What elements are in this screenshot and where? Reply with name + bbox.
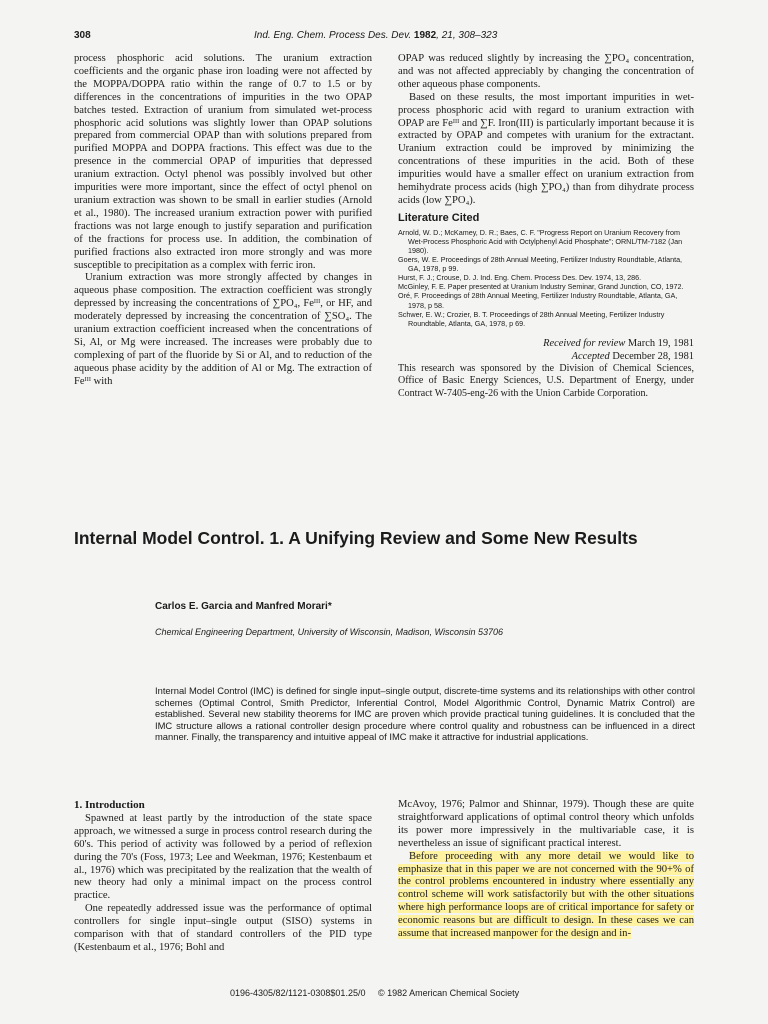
received-label: Received for review (543, 337, 626, 349)
reference-item: Arnold, W. D.; McKamey, D. R.; Baes, C. F. "Progress Report on Uranium Recovery from Wet-Process Phosphoric Acid with Octylphenyl Acid Phosphate"; ORNL/TM-7182 (Jan 1980). (398, 227, 683, 255)
previous-article-right-column (398, 53, 694, 400)
journal-name: Ind. Eng. Chem. Process Des. Dev. (254, 30, 412, 41)
reference-item: Schwer, E. W.; Crozier, B. T. Proceedings of 28th Annual Meeting, Fertilizer Industry Roundtable, Atlanta, GA, 1978, p 69. (398, 309, 665, 328)
paragraph: OPAP was reduced slightly by increasing the ∑PO₄ concentration, and was not affected appreciably by changing the concentration of other aqueous phase components. (398, 53, 694, 90)
article-authors: Carlos E. Garcia and Manfred Morari* (155, 601, 332, 612)
sponsor-note: This research was sponsored by the Division of Chemical Sciences, Office of Basic Energy Sciences, U.S. Department of Energy, under Contract W-7405-eng-26 with the Union Carbide Corporation. (398, 362, 694, 399)
page-number: 308 (74, 30, 91, 41)
reference-item: Goers, W. E. Proceedings of 28th Annual Meeting, Fertilizer Industry Roundtable, Atlanta, GA, 1978, p 99. (398, 255, 683, 274)
received-dates (398, 337, 694, 363)
journal-volume-pages: , 21, 308–323 (436, 30, 498, 41)
previous-article-left-column (74, 53, 372, 389)
introduction-right-column (398, 799, 694, 941)
section-heading: 1. Introduction (74, 799, 145, 811)
highlighted-paragraph (398, 851, 694, 941)
paragraph: Based on these results, the most important impurities in wet-process phosphoric acid with regard to uranium extraction with OPAP are Feᴵᴵᴵ and ∑F. Iron(III) is particularly important because it is extracted by OPAP and competes with uranium for the extractant. Uranium extraction could be improved by minimizing the concentrations of these impurities in the acid. Both of these impurities would have a smaller effect on uranium extraction from hemihydrate process acids (high ∑PO₄) than from dihydrate process acids (low ∑PO₄). (398, 91, 694, 206)
literature-cited-heading: Literature Cited (398, 211, 480, 224)
article-affiliation: Chemical Engineering Department, University of Wisconsin, Madison, Wisconsin 53706 (155, 627, 503, 637)
paragraph: One repeatedly addressed issue was the performance of optimal controllers for single input–single output (SISO) systems in comparison with that of standard controllers of the PID type (Kestenbaum et al., 1976; Bohl and (74, 903, 372, 953)
accepted-date: December 28, 1981 (612, 350, 694, 362)
paragraph: McAvoy, 1976; Palmor and Shinnar, 1979). Though these are quite straightforward applications of optimal control theory which unfolds its power more impressively in the multivariable case, it is nevertheless an issue of significant practical interest. (398, 799, 694, 849)
received-date: March 19, 1981 (627, 337, 694, 349)
introduction-left-column (74, 799, 372, 955)
reference-item: Oré, F. Proceedings of 28th Annual Meeting, Fertilizer Industry Roundtable, Atlanta, GA, 1978, p 58. (398, 291, 678, 310)
article-code: 0196-4305/82/1121-0308$01.25/0 (230, 988, 366, 998)
page-footer (230, 988, 529, 998)
accepted-label: Accepted (571, 350, 610, 362)
copyright-notice: © 1982 American Chemical Society (377, 988, 520, 998)
reference-list (398, 228, 694, 328)
journal-citation (254, 30, 497, 41)
paragraph: Spawned at least partly by the introduction of the state space approach, we witnessed a surge in process control research during the 60's. This period of activity was followed by a period of reflexion during the 70's (Foss, 1973; Lee and Weekman, 1976; Kestenbaum et al., 1976) which was precipitated by the realization that the wealth of new theory had only a minimal impact on the process control practice. (74, 812, 372, 902)
running-header (74, 30, 694, 46)
highlighted-text: Before proceeding with any more detail we would like to emphasize that in this paper we are not concerned with the 90+% of the control problems encountered in industry where essentially any control scheme will work satisfactorily but with the other situations where high performance loops are of critical importance for safety or economic reasons but are difficult to design. In these cases we can assume that increased manpower for the design and in- (398, 850, 694, 940)
paragraph: process phosphoric acid solutions. The uranium extraction coefficients and the organic phase iron loading were not affected by the MOPPA/DOPPA ratio within the range of 0.7 to 1.5 or by differences in the concentrations of impurities in the two OPAP batches tested. Extraction of uranium from simulated wet-process phosphoric acid solutions was slightly lower than OPAP solutions prepared from commercial OPAP than with solutions prepared from purified MOPPA and DOPPA fractions. This effect was due to the presence in the commercial OPAP of impurities that depressed uranium extraction. Octyl phenol was possibly involved but other impurities were more important, since the effect of octyl phenol on uranium extraction was shown to be small in earlier studies (Arnold et al., 1980). The increased uranium extraction power with purified fractions was not large enough to justify separation and purification of the fractions for process use. In addition, the combination of purified fractions also extracted iron more strongly and was more susceptible to precipitation as a complex with ferric iron. (74, 53, 372, 271)
article-title: Internal Model Control. 1. A Unifying Review and Some New Results (74, 528, 638, 548)
reference-item: McGinley, F. E. Paper presented at Uranium Industry Seminar, Grand Junction, CO, 1972. (398, 282, 684, 292)
paragraph: Uranium extraction was more strongly affected by changes in aqueous phase composition. The extraction coefficient was strongly depressed by increasing the concentrations of ∑PO₄, Feᴵᴵᴵ, or HF, and moderately depressed by increasing the concentration of ∑SO₄. The uranium extraction coefficient increased when the concentrations of Si, Al, or Mg were increased. The increases were probably due to complexing of part of the fluoride by Si or Al, and to reduction of the aqueous phase acidity by the addition of Al or Mg. The extraction of Feᴵᴵᴵ with (74, 272, 372, 387)
reference-item: Hurst, F. J.; Crouse, D. J. Ind. Eng. Chem. Process Des. Dev. 1974, 13, 286. (398, 273, 642, 283)
journal-year: 1982 (413, 30, 437, 41)
article-abstract: Internal Model Control (IMC) is defined for single input–single output, discrete-time systems and its relationships with other control schemes (Optimal Control, Smith Predictor, Inferential Control, Model Algorithmic Control, Dynamic Matrix Control) are established. Several new stability theorems for IMC are proven which provide practical tuning guidelines. It is concluded that the IMC structure allows a rational controller design procedure where control quality and robustness can be influenced in a direct manner. Finally, the transparency and intuitive appeal of IMC make it attractive for industrial applications. (155, 685, 695, 742)
